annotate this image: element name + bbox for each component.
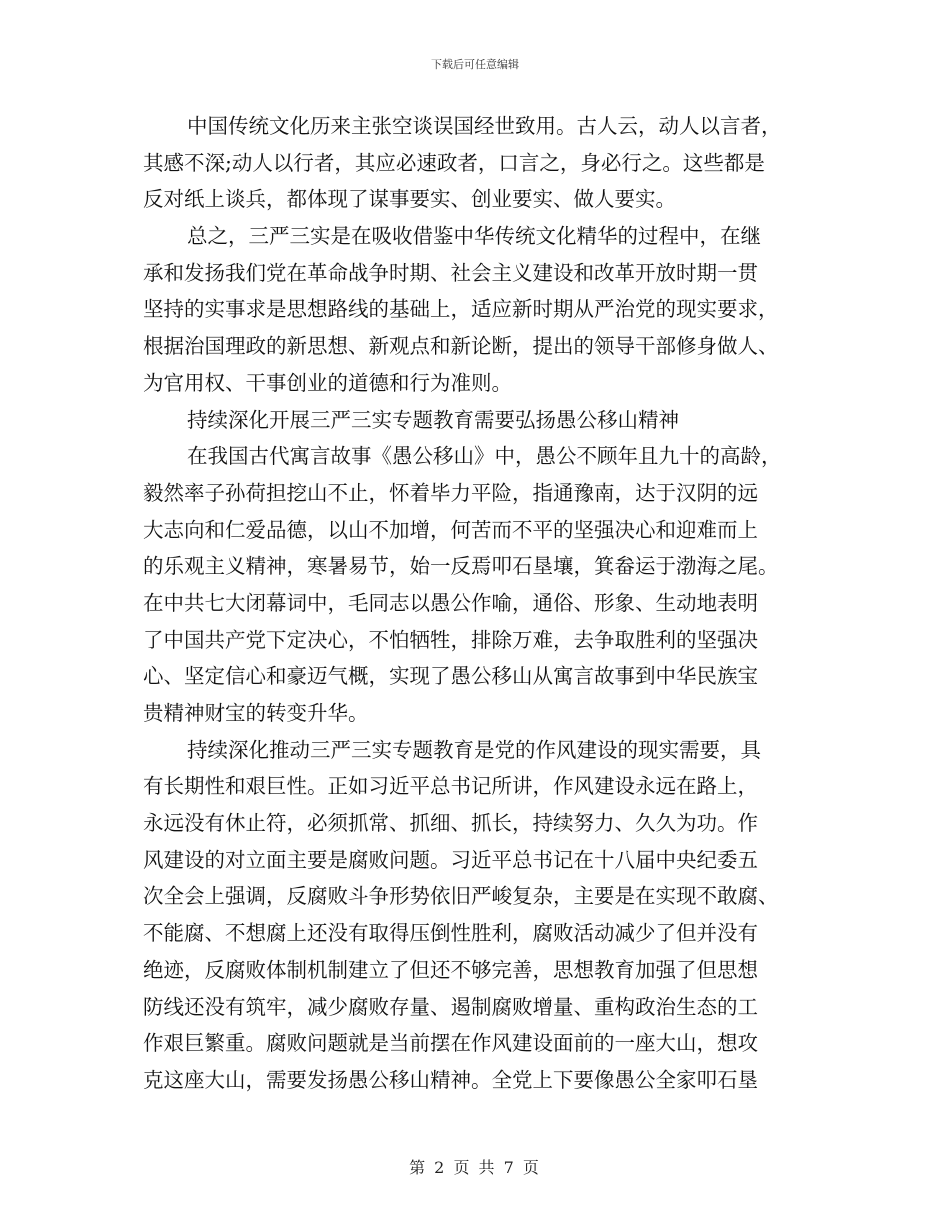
body-text <box>143 108 809 1099</box>
paragraph-line: 有长期性和艰巨性。正如习近平总书记所讲，作风建设永远在路上， <box>143 774 758 799</box>
paragraph-line: 作艰巨繁重。腐败问题就是当前摆在作风建设面前的一座大山，想攻 <box>143 1031 758 1056</box>
paragraph-line: 绝迹，反腐败体制机制建立了但还不够完善，思想教育加强了但思想 <box>143 957 758 982</box>
paragraph-line: 在中共七大闭幕词中，毛同志以愚公作喻，通俗、形象、生动地表明 <box>143 590 758 615</box>
paragraph-line: 永远没有休止符，必须抓常、抓细、抓长，持续努力、久久为功。作 <box>143 811 758 836</box>
paragraph-line: 中国传统文化历来主张空谈误国经世致用。古人云，动人以言者， <box>187 114 782 138</box>
paragraph-line: 次全会上强调，反腐败斗争形势依旧严峻复杂，主要是在实现不敢腐、 <box>143 884 779 909</box>
paragraph-line: 大志向和仁爱品德，以山不加增，何苦而不平的坚强决心和迎难而上 <box>143 517 758 542</box>
paragraph-line: 其感不深;动人以行者，其应必速政者，口言之，身必行之。这些都是 <box>143 150 765 175</box>
paragraph-line: 反对纸上谈兵，都体现了谋事要实、创业要实、做人要实。 <box>143 187 676 212</box>
paragraph-line: 的乐观主义精神，寒暑易节，始一反焉叩石垦壤，箕畚运于渤海之尾。 <box>143 554 779 579</box>
paragraph-line: 根据治国理政的新思想、新观点和新论断，提出的领导干部修身做人、 <box>143 334 779 359</box>
paragraph-line: 心、坚定信心和豪迈气概，实现了愚公移山从寓言故事到中华民族宝 <box>143 664 758 689</box>
paragraph-line: 克这座大山，需要发扬愚公移山精神。全党上下要像愚公全家叩石垦 <box>143 1067 758 1092</box>
paragraph-line: 不能腐、不想腐上还没有取得压倒性胜利，腐败活动减少了但并没有 <box>143 921 758 946</box>
paragraph-line: 总之，三严三实是在吸收借鉴中华传统文化精华的过程中，在继 <box>187 224 761 249</box>
paragraph-line: 持续深化推动三严三实专题教育是党的作风建设的现实需要，具 <box>187 737 761 762</box>
paragraph-line: 在我国古代寓言故事《愚公移山》中，愚公不顾年且九十的高龄， <box>187 444 782 469</box>
paragraph-line: 承和发扬我们党在革命战争时期、社会主义建设和改革开放时期一贯 <box>143 260 758 285</box>
paragraph-line: 贵精神财宝的转变升华。 <box>143 701 369 725</box>
paragraph-line: 毅然率子孙荷担挖山不止，怀着毕力平险，指通豫南，达于汉阴的远 <box>143 480 758 505</box>
section-heading: 持续深化开展三严三实专题教育需要弘扬愚公移山精神 <box>187 407 679 432</box>
paragraph-line: 为官用权、干事创业的道德和行为准则。 <box>143 370 512 395</box>
page-footer: 第 2 页 共 7 页 <box>409 1158 541 1177</box>
paragraph-line: 了中国共产党下定决心，不怕牺牲，排除万难，去争取胜利的坚强决 <box>143 627 758 652</box>
paragraph-line: 风建设的对立面主要是腐败问题。习近平总书记在十八届中央纪委五 <box>143 847 758 872</box>
page-header: 下载后可任意编辑 <box>431 58 519 71</box>
paragraph-line: 坚持的实事求是思想路线的基础上，适应新时期从严治党的现实要求， <box>143 297 779 322</box>
paragraph-line: 防线还没有筑牢，减少腐败存量、遏制腐败增量、重构政治生态的工 <box>143 994 758 1019</box>
